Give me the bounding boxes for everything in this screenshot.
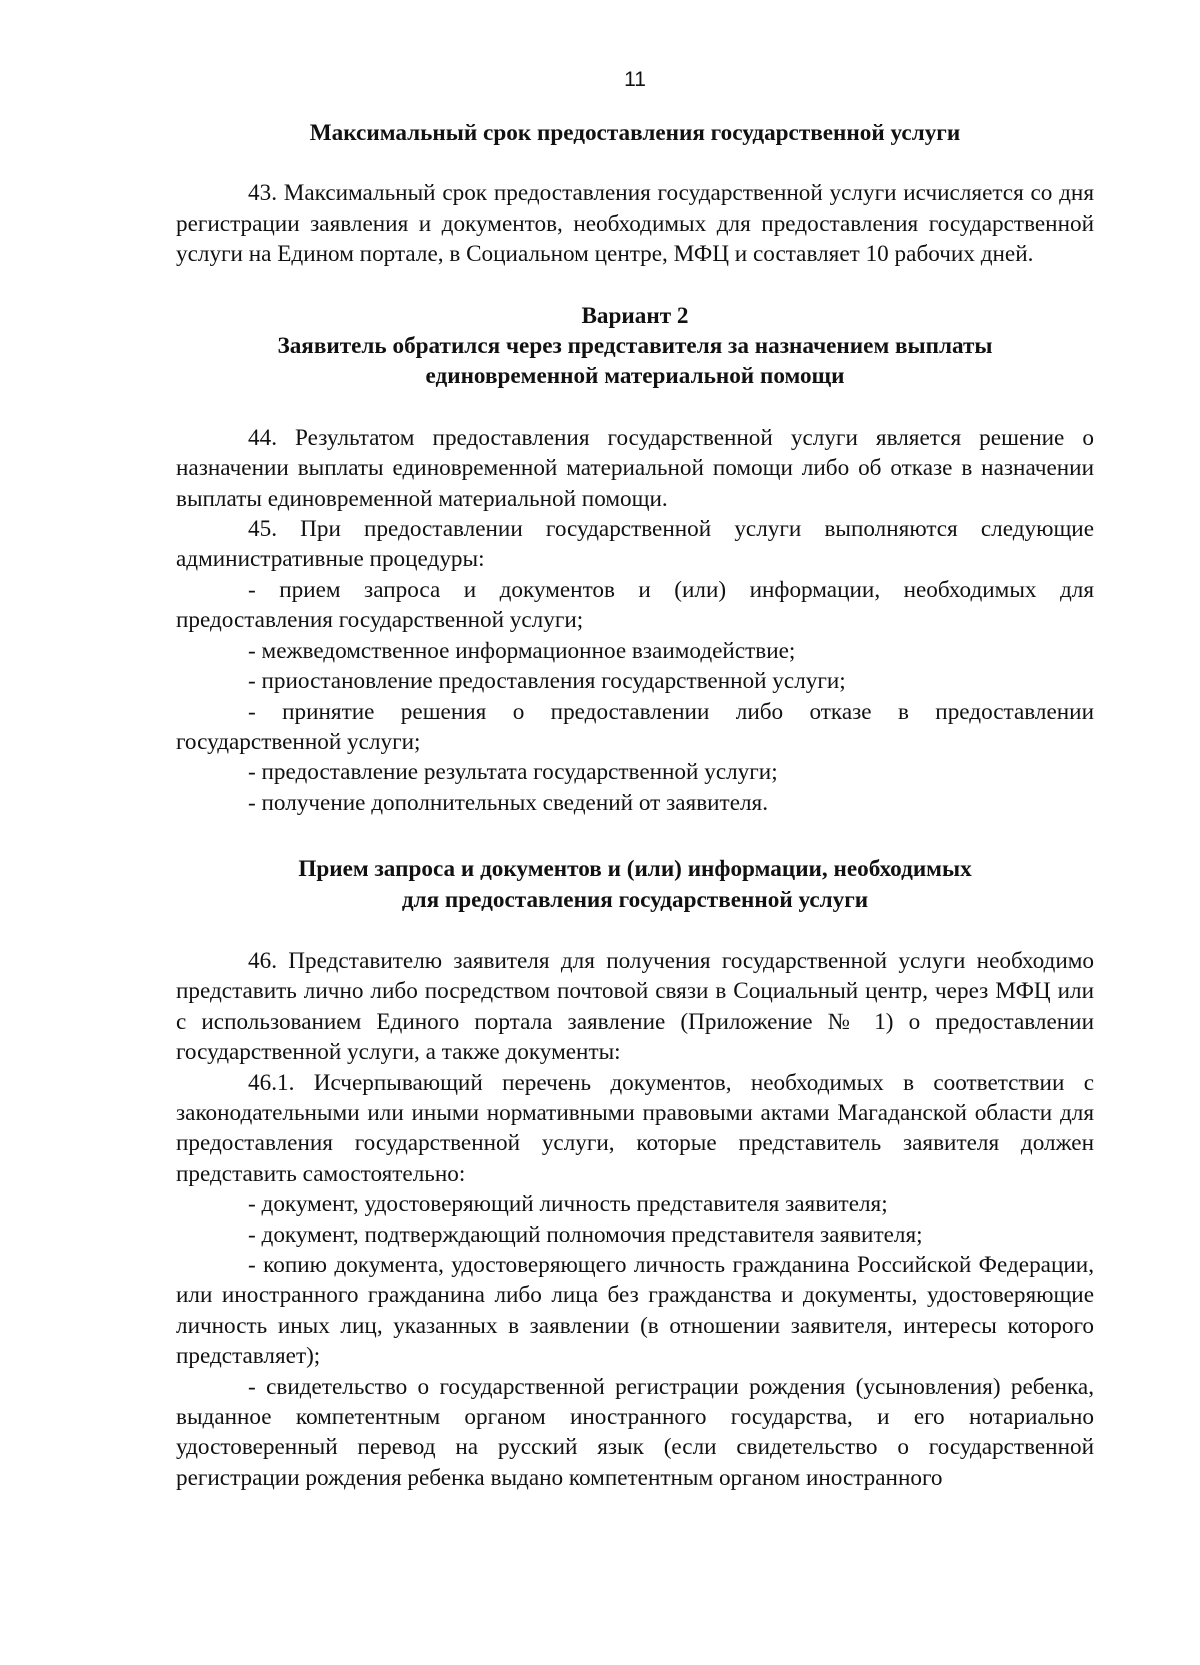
document-item: - документ, удостоверяющий личность представителя заявителя; [248,1191,888,1218]
section-heading-request-intake-line2: для предоставления государственной услуги [401,886,869,913]
procedure-item: - приостановление предоставления государственной услуги; [248,668,846,695]
paragraph-46: 46. Представителю заявителя для получения государственной услуги необходимо представить лично либо посредством почтовой связи в Социальный центр, через МФЦ или с использованием Единого портала заявление (Приложение № 1) о предоставлении государственной услуги, а также документы: [176,947,1094,1066]
document-body [176,118,1094,1493]
procedure-item: - получение дополнительных сведений от заявителя. [248,789,769,816]
procedure-item: - прием запроса и документов и (или) информации, необходимых для предоставления государственной услуги; [176,576,1094,634]
page-number: 11 [624,68,646,91]
section-heading-request-intake: Прием запроса и документов и (или) информации, необходимых [298,856,972,883]
document-item: - свидетельство о государственной регистрации рождения (усыновления) ребенка, выданное компетентным органом иностранного государства, и его нотариально удостоверенный перевод на русский язык (если свидетельство о государственной регистрации рождения ребенка выдано компетентным органом иностранного [176,1373,1094,1491]
procedure-item: - принятие решения о предоставлении либо отказе в предоставлении государственной услуги; [176,698,1094,755]
paragraph-43: 43. Максимальный срок предоставления государственной услуги исчисляется со дня регистрации заявления и документов, необходимых для предоставления государственной услуги на Едином портале, в Социальном центре, МФЦ и составляет 10 рабочих дней. [176,180,1094,268]
procedure-item: - предоставление результата государственной услуги; [248,759,778,786]
paragraph-45: 45. При предоставлении государственной услуги выполняются следующие административные процедуры: [176,516,1094,573]
paragraph-44: 44. Результатом предоставления государственной услуги является решение о назначении выплаты единовременной материальной помощи либо об отказе в назначении выплаты единовременной материальной помощи. [176,424,1094,512]
paragraph-46-1: 46.1. Исчерпывающий перечень документов, необходимых в соответствии с законодательными или иными нормативными правовыми актами Магаданской области для предоставления государственной услуги, которые представитель заявителя должен представить самостоятельно: [176,1069,1094,1187]
variant-heading-line2: Заявитель обратился через представителя за назначением выплаты [277,333,993,360]
section-heading-max-term: Максимальный срок предоставления государственной услуги [309,120,961,146]
variant-heading: Вариант 2 [581,302,689,329]
procedure-item: - межведомственное информационное взаимодействие; [248,637,796,664]
document-item: - копию документа, удостоверяющего личность гражданина Российской Федерации, или иностранного гражданина либо лица без гражданства и документы, удостоверяющие личность иных лиц, указанных в заявлении (в отношении заявителя, интересы которого представляет); [176,1252,1094,1370]
variant-heading-line3: единовременной материальной помощи [425,363,845,390]
document-item: - документ, подтверждающий полномочия представителя заявителя; [248,1221,923,1248]
